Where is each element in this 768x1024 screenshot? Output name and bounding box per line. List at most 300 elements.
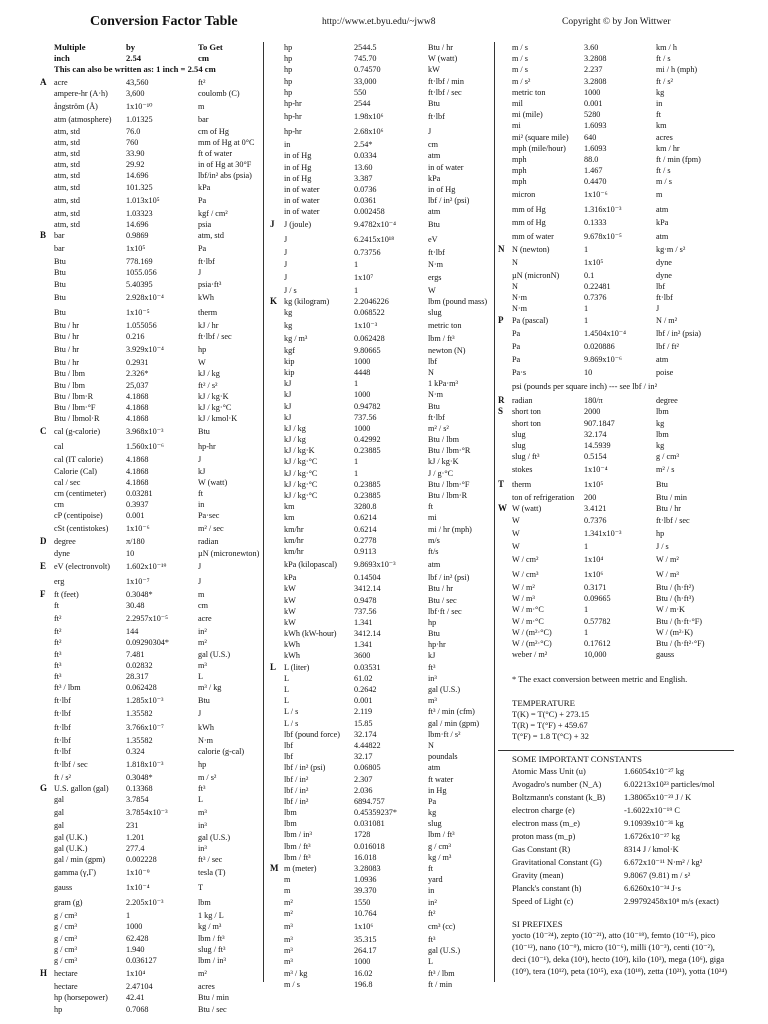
factor: 1.4504x10⁻⁴ (584, 328, 626, 338)
conversion-row (270, 617, 498, 628)
to-unit: Btu / min (198, 993, 229, 1003)
conversion-row (40, 805, 262, 820)
conversion-row (498, 109, 734, 120)
factor: 1.35582 (126, 735, 153, 745)
temperature-formula: T(K) = T(°C) + 273.15 (512, 710, 590, 720)
from-unit: gal (54, 821, 65, 831)
from-unit: gal / min (gpm) (54, 855, 106, 864)
conversion-row (40, 955, 262, 966)
factor: 0.42992 (354, 435, 381, 445)
from-unit: mm of water (512, 231, 554, 241)
constant-name: Gravitational Constant (G) (512, 858, 602, 868)
to-unit: kPa (198, 182, 211, 192)
from-unit: lbm (284, 819, 297, 829)
constant-value: 6.6260x10⁻³⁴ J·s (624, 884, 681, 894)
constant-row (498, 765, 734, 778)
conversion-row (40, 477, 262, 488)
to-unit: hp (198, 345, 207, 355)
from-unit: atm, std (54, 126, 80, 136)
factor: 1x10⁷ (354, 272, 374, 282)
factor: 15.85 (354, 718, 373, 728)
from-unit: lbf / in² (psi) (284, 763, 326, 773)
to-unit: m / s (656, 177, 672, 187)
from-unit: kJ / kg·°C (284, 479, 318, 489)
conversion-row (40, 1004, 262, 1015)
to-unit: slug (428, 308, 442, 318)
from-unit: cm (centimeter) (54, 488, 107, 498)
factor: 1x10⁵ (126, 244, 146, 254)
conversion-row (270, 524, 498, 535)
to-unit: J / s (656, 541, 669, 551)
conversion-row (270, 874, 498, 885)
header-by: by (126, 42, 136, 52)
constant-row (498, 856, 734, 869)
conversion-row (40, 368, 262, 379)
factor: 0.03281 (126, 488, 153, 498)
conversion-row (270, 53, 498, 64)
from-unit: atm, std (54, 208, 80, 218)
factor: 0.22481 (584, 282, 611, 291)
to-unit: kgf / cm² (198, 208, 228, 218)
conversion-row (40, 380, 262, 391)
conversion-row (40, 660, 262, 671)
to-unit: kg / m³ (428, 852, 452, 862)
factor: 10 (126, 548, 135, 558)
conversion-row (40, 880, 262, 895)
factor: 2.036 (354, 785, 373, 795)
factor: 25,037 (126, 380, 149, 390)
from-unit: W / cm³ (512, 570, 539, 579)
constants-title: SOME IMPORTANT CONSTANTS (512, 754, 642, 765)
conversion-row (40, 783, 262, 794)
to-unit: ft / s² (656, 76, 674, 86)
from-unit: lbf (pound force) (284, 729, 340, 739)
conversion-row (498, 87, 734, 98)
temperature-formulas (498, 709, 734, 742)
factor: 0.74570 (354, 65, 381, 75)
to-unit: in (428, 886, 435, 896)
from-unit: short ton (512, 407, 541, 417)
to-unit: Btu / hr (428, 584, 454, 594)
from-unit: m³ (284, 957, 293, 967)
factor: 2544.5 (354, 43, 377, 52)
factor: 3.929x10⁻⁴ (126, 345, 164, 355)
to-unit: N·m (198, 735, 214, 745)
factor: 0.3048* (126, 772, 153, 782)
to-unit: 1 kg / L (198, 911, 224, 921)
conversion-row (40, 944, 262, 955)
conversion-row (270, 673, 498, 684)
conversion-row (40, 256, 262, 267)
from-unit: W (512, 515, 520, 525)
conversion-row (498, 217, 734, 228)
conversion-row (498, 627, 734, 638)
from-unit: lbf (284, 752, 294, 762)
from-unit: kWh (284, 640, 300, 650)
to-unit: atm (656, 205, 669, 215)
factor: 277.4 (126, 843, 145, 853)
to-unit: N·m (428, 259, 444, 269)
from-unit: atm (atmosphere) (54, 115, 112, 125)
conversion-row (40, 521, 262, 536)
from-unit: atm, std (54, 195, 80, 205)
from-unit: hp (284, 54, 293, 64)
to-unit: gal (U.S.) (198, 649, 231, 659)
factor: 39.370 (354, 886, 377, 896)
from-unit: mph (mile/hour) (512, 143, 566, 153)
from-unit: kPa (284, 573, 297, 583)
conversion-row (498, 42, 734, 53)
from-unit: m (284, 886, 291, 896)
conversion-row (40, 735, 262, 746)
to-unit: W (watt) (428, 54, 458, 64)
factor: 10 (584, 367, 593, 377)
factor: 1728 (354, 830, 371, 840)
factor: 35.315 (354, 934, 377, 944)
factor: 6894.757 (354, 796, 385, 806)
to-unit: Btu (656, 480, 668, 490)
to-unit: newton (N) (428, 345, 466, 355)
factor: 4448 (354, 367, 371, 377)
from-unit: ft³ (54, 649, 62, 659)
from-unit: lbm / in³ (284, 830, 312, 840)
factor: 3.7854 (126, 795, 149, 805)
factor: 2.54* (354, 140, 373, 150)
conversion-row (40, 357, 262, 368)
conversion-row (270, 796, 498, 807)
conversion-row (40, 746, 262, 757)
from-unit: slug (512, 429, 526, 439)
factor: 1000 (584, 87, 601, 97)
from-unit: W (watt) (512, 504, 542, 514)
section-letter: F (40, 588, 46, 599)
from-unit: Pa (pascal) (512, 315, 549, 325)
from-unit: hp-hr (284, 127, 302, 137)
to-unit: psia (198, 219, 212, 229)
from-unit: N·m (512, 293, 528, 303)
constant-name: Speed of Light (c) (512, 897, 574, 907)
from-unit: in of Hg (284, 162, 312, 172)
to-unit: kg (428, 808, 437, 818)
factor: 1.6093 (584, 121, 607, 131)
from-unit: cal / sec (54, 477, 81, 487)
factor: 1.467 (584, 166, 603, 176)
factor: 0.324 (126, 746, 145, 756)
factor: 1000 (354, 423, 371, 433)
factor: 1x10⁻⁴ (584, 465, 608, 475)
section-letter: H (40, 968, 48, 979)
to-unit: atm (656, 354, 669, 364)
conversion-row (40, 182, 262, 193)
conversion-row (270, 650, 498, 661)
conversion-row (40, 626, 262, 637)
conversion-row (40, 488, 262, 499)
from-unit: kPa (kilopascal) (284, 560, 337, 570)
from-unit: Btu / hr (54, 320, 80, 330)
factor: 0.031081 (354, 819, 385, 829)
from-unit: Btu / lbm (54, 369, 85, 379)
conversion-row (270, 162, 498, 173)
conversion-row (40, 559, 262, 574)
constant-row (498, 882, 734, 895)
conversion-row (270, 829, 498, 840)
factor: 907.1847 (584, 418, 615, 428)
to-unit: T (198, 883, 204, 893)
conversion-row (40, 230, 262, 241)
factor: 4.1868 (126, 391, 149, 401)
to-unit: lbm / in³ (198, 955, 226, 965)
from-unit: stokes (512, 465, 533, 475)
section-letter: J (270, 219, 275, 230)
factor: 1x10⁻¹⁰ (126, 102, 153, 112)
from-unit: hp-hr (284, 98, 302, 108)
factor: 1.03323 (126, 208, 153, 218)
to-unit: in³ (198, 821, 207, 831)
from-unit: hp (284, 65, 293, 75)
conversion-row (270, 195, 498, 206)
factor: 0.06805 (354, 763, 381, 773)
to-unit: lbm (198, 898, 211, 908)
from-unit: Btu / hr (54, 345, 80, 355)
from-unit: m / s (512, 54, 528, 64)
section-letter: R (498, 395, 505, 406)
to-unit: Pa (198, 244, 207, 254)
column-header-example (40, 53, 262, 64)
conversion-row (498, 593, 734, 604)
to-unit: kPa (656, 218, 669, 228)
conversion-row (498, 176, 734, 187)
column-divider (263, 42, 264, 982)
conversion-row (270, 109, 498, 124)
temperature-formula: T(R) = T(°F) + 459.67 (512, 721, 588, 731)
section-letter: G (40, 783, 48, 794)
from-unit: J (284, 235, 288, 245)
to-unit: kJ / kg·K (428, 457, 459, 467)
section-letter: A (40, 77, 47, 87)
from-unit: kg / m³ (284, 334, 308, 344)
factor: 1x10⁴ (584, 555, 604, 564)
from-unit: m² (284, 908, 293, 918)
to-unit: yard (428, 875, 443, 885)
factor: 0.9113 (354, 546, 377, 556)
from-unit: lbm / ft³ (284, 841, 311, 851)
conversion-row (40, 611, 262, 626)
to-unit: W / m·K (656, 605, 685, 615)
conversion-row (40, 649, 262, 660)
from-unit: atm, std (54, 171, 80, 181)
constant-value: 8314 J / kmol·K (624, 845, 679, 855)
conversion-row (498, 367, 734, 378)
from-unit: cSt (centistokes) (54, 524, 109, 534)
to-unit: ft³ (428, 934, 436, 944)
to-unit: ft·lbf (656, 293, 673, 303)
factor: 13.60 (354, 162, 373, 172)
to-unit: gal (U.S.) (428, 946, 461, 956)
conversion-row (40, 720, 262, 735)
conversion-row (270, 841, 498, 852)
to-unit: lbf / in² (psi) (428, 573, 470, 583)
from-unit: Btu / lbm·R (54, 391, 94, 401)
from-unit: ft·lbf (54, 722, 71, 732)
conversion-row (270, 968, 498, 979)
from-unit: Pa (512, 354, 521, 364)
conversion-row (40, 331, 262, 342)
from-unit: W / m·°C (512, 616, 544, 626)
from-unit: m / s (284, 979, 300, 989)
to-unit: m (656, 190, 663, 200)
conversion-row (270, 751, 498, 762)
from-unit: m³ / kg (284, 968, 308, 978)
conversion-row (40, 170, 262, 181)
from-unit: Btu (54, 292, 66, 302)
factor: 0.23885 (354, 446, 381, 456)
factor: 4.44822 (354, 740, 381, 750)
to-unit: J / g·°C (428, 468, 454, 478)
factor: 1 (354, 259, 359, 269)
from-unit: short ton (512, 418, 541, 428)
page-title: Conversion Factor Table (90, 14, 238, 29)
conversion-row (40, 454, 262, 465)
conversion-row (270, 729, 498, 740)
factor: 2.68x10⁶ (354, 127, 384, 137)
factor: 1000 (354, 356, 371, 366)
from-unit: in of water (284, 184, 320, 194)
factor: 3600 (354, 651, 371, 661)
conversion-row (498, 395, 734, 406)
from-unit: g / cm³ (54, 922, 77, 932)
to-unit: eV (428, 235, 438, 245)
to-unit: mi / h (mph) (656, 65, 698, 75)
to-unit: kJ / hr (198, 320, 219, 330)
section-letter: P (498, 314, 504, 325)
factor: 0.001 (584, 98, 603, 108)
from-unit: mph (512, 166, 527, 176)
conversion-row (498, 638, 734, 649)
conversion-row (270, 98, 498, 109)
factor: 1.055056 (126, 320, 157, 330)
from-unit: ft / s² (54, 772, 72, 782)
from-unit: Pa (512, 341, 521, 351)
to-unit: ft³ / sec (198, 855, 223, 864)
to-unit: slug (428, 819, 442, 829)
to-unit: lbm (656, 407, 669, 417)
to-unit: W / m² (656, 555, 679, 564)
from-unit: Pa·s (512, 367, 527, 377)
factor: 0.001 (354, 696, 373, 706)
factor: 0.17612 (584, 638, 611, 648)
constant-name: Gravity (mean) (512, 871, 564, 881)
factor: 1x10⁻⁴ (126, 883, 150, 893)
factor: 0.14504 (354, 573, 381, 583)
factor: 0.0334 (354, 151, 377, 161)
conversion-row (270, 583, 498, 594)
to-unit: radian (198, 537, 219, 547)
to-unit: J (198, 268, 202, 278)
factor: 1 (584, 244, 589, 254)
prefixes-text: yocto (10⁻²⁴), zepto (10⁻²¹), atto (10⁻¹⁸), femto (10⁻¹⁵), pico (10⁻¹²), nano (10⁻⁹), micro (10⁻⁶), milli (10⁻³), centi (10⁻²), deci (10⁻¹), deka (10¹), hecto (10²), kilo (10³), mega (10⁶), giga (10⁹), tera (10¹²), peta (10¹⁵), exa (10¹⁸), zetta (10²¹), yotta (10²⁴) (512, 931, 728, 977)
conversion-row (498, 165, 734, 176)
to-unit: m³ (198, 660, 207, 670)
factor: 1 (584, 605, 589, 615)
from-unit: atm, std (54, 182, 80, 192)
from-unit: m³ (284, 946, 293, 956)
to-unit: kJ / kg (198, 369, 220, 379)
to-unit: in of water (428, 162, 464, 172)
from-unit: kJ / kg·°C (284, 468, 318, 478)
to-unit: Btu (428, 401, 440, 411)
factor: 760 (126, 137, 139, 147)
to-unit: hp (198, 759, 207, 769)
from-unit: eV (electronvolt) (54, 561, 111, 571)
factor: 9.80665 (354, 345, 381, 355)
factor: 61.02 (354, 673, 373, 683)
constant-name: Gas Constant (R) (512, 845, 571, 855)
conversion-column-2 (270, 42, 498, 990)
conversion-row (40, 992, 262, 1003)
conversion-row (270, 695, 498, 706)
to-unit: in of Hg (428, 184, 456, 194)
factor: 0.5154 (584, 452, 607, 462)
factor: 1 (584, 627, 589, 637)
conversion-row (270, 945, 498, 956)
factor: 0.062428 (126, 683, 157, 693)
from-unit: Btu / lbm·°F (54, 402, 96, 412)
constant-value: 9.10939x10⁻³¹ kg (624, 819, 684, 829)
to-unit: m (198, 589, 205, 599)
to-unit: mi / hr (mph) (428, 524, 472, 534)
factor: 144 (126, 627, 139, 637)
from-unit: U.S. gallon (gal) (54, 784, 109, 794)
factor: 1.285x10⁻³ (126, 696, 164, 706)
to-unit: Btu / hr (428, 43, 454, 52)
to-unit: lbm (pound mass) (428, 297, 488, 306)
conversion-row (270, 456, 498, 467)
constant-row (498, 804, 734, 817)
conversion-row (270, 774, 498, 785)
from-unit: metric ton (512, 87, 546, 97)
from-unit: lbf / in² (284, 774, 309, 784)
constant-row (498, 830, 734, 843)
to-unit: N / m² (656, 315, 678, 325)
factor: 6.2415x10¹⁸ (354, 235, 395, 245)
to-unit: m³ (428, 696, 437, 706)
from-unit: hp (54, 1004, 63, 1014)
factor: 1x10⁻⁵ (126, 307, 150, 317)
from-unit: g / cm³ (54, 944, 77, 954)
factor: 737.56 (354, 412, 377, 422)
conversion-row (40, 832, 262, 843)
conversion-row (40, 466, 262, 477)
conversion-row (40, 208, 262, 219)
conversion-row (270, 412, 498, 423)
to-unit: Btu / (h·ft·°F) (656, 616, 703, 626)
from-unit: N·m (512, 304, 528, 314)
factor: 0.9869 (126, 231, 149, 241)
conversion-rows (270, 42, 498, 990)
header-example-note: This can also be written as: 1 inch = 2.54 cm (54, 64, 216, 74)
to-unit: m² (198, 638, 207, 648)
factor: 0.7376 (584, 515, 607, 525)
factor: 1.940 (126, 944, 145, 954)
conversion-row (270, 434, 498, 445)
factor: 14.696 (126, 219, 149, 229)
to-unit: gal (U.S.) (198, 832, 231, 842)
conversion-row (270, 423, 498, 434)
factor: 1.35582 (126, 709, 153, 719)
factor: 1x10⁻⁷ (126, 576, 150, 586)
conversion-row (498, 649, 734, 660)
factor: 14.696 (126, 171, 149, 181)
